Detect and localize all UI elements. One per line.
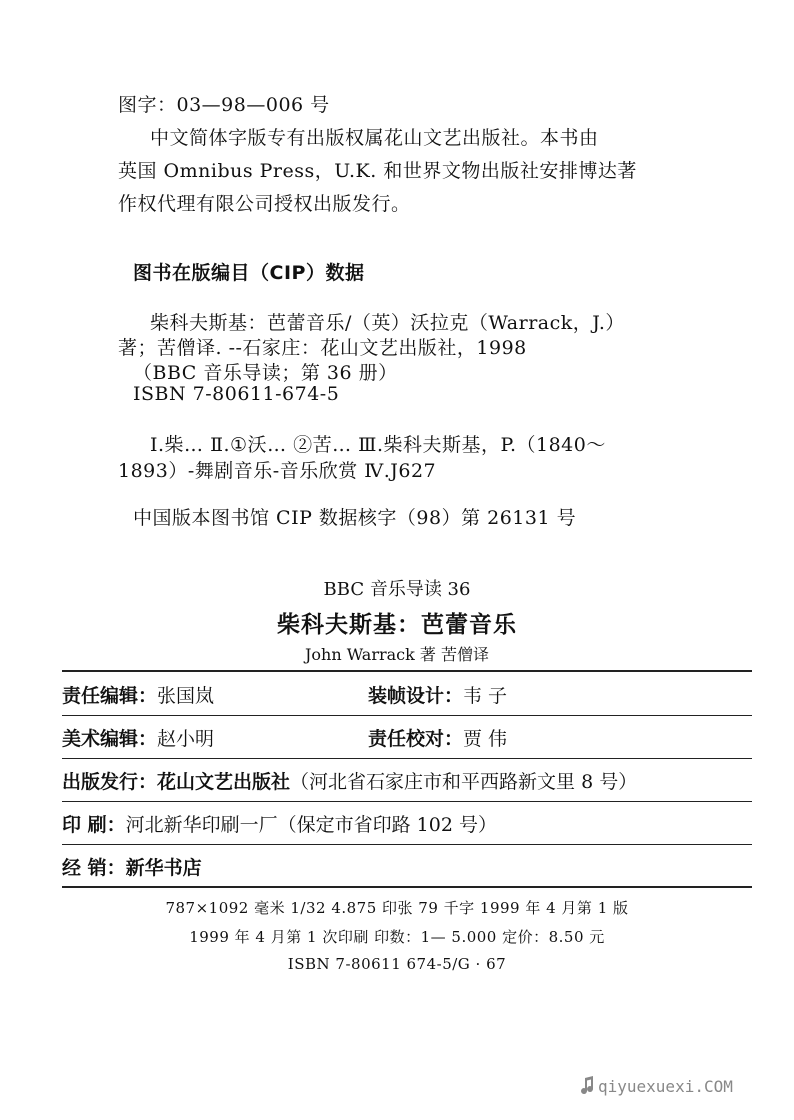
spec-line-3: ISBN 7-80611 674-5/G · 67 xyxy=(287,955,507,973)
credit-distributor xyxy=(62,853,202,880)
watermark-text: qiyuexuexi.COM xyxy=(598,1076,733,1096)
art-label: 美术编辑： xyxy=(62,728,158,750)
divider xyxy=(62,801,752,802)
book-title: 柴科夫斯基：芭蕾音乐 xyxy=(277,612,517,638)
publisher-address: （河北省石家庄市和平西路新文里 8 号） xyxy=(290,771,638,793)
divider xyxy=(62,886,752,888)
credit-publisher xyxy=(62,767,637,794)
dist-label: 经 销： xyxy=(62,857,126,879)
spec-line-1: 787×1092 毫米 1/32 4.875 印张 79 千字 1999 年 4 月第 1 版 xyxy=(165,899,629,917)
dist-value: 新华书店 xyxy=(125,857,202,879)
printer-value: 河北新华印刷一厂（保定市省印路 102 号） xyxy=(125,814,497,836)
publisher-label: 出版发行： xyxy=(62,771,158,793)
art-value: 赵小明 xyxy=(157,728,215,750)
cip-subject-1: Ⅰ.柴… Ⅱ.①沃… ②苦… Ⅲ.柴科夫斯基，P.（1840～ xyxy=(150,434,606,456)
divider xyxy=(62,715,752,716)
printer-label: 印 刷： xyxy=(62,814,126,836)
cip-subject-2: 1893）-舞剧音乐-音乐欣赏 Ⅳ.J627 xyxy=(118,460,437,482)
binding-value: 韦 子 xyxy=(463,685,508,707)
credit-printer xyxy=(62,810,497,837)
copyright-registration: 图字：03—98—006 号 xyxy=(118,94,330,116)
publisher-name: 花山文艺出版社 xyxy=(157,771,291,793)
series-line: BBC 音乐导读 36 xyxy=(323,579,471,600)
editor-value: 张国岚 xyxy=(157,685,215,707)
credit-binding xyxy=(368,681,507,708)
cip-verify: 中国版本图书馆 CIP 数据核字（98）第 26131 号 xyxy=(133,507,577,529)
divider xyxy=(62,844,752,845)
credit-proof xyxy=(368,724,507,751)
copyright-line-1: 中文简体字版专有出版权属花山文艺出版社。本书由 xyxy=(150,127,599,149)
cip-line-1: 柴科夫斯基：芭蕾音乐/（英）沃拉克（Warrack，J.） xyxy=(150,312,625,334)
book-authors: John Warrack 著 苦僧译 xyxy=(304,645,489,664)
cip-line-3: （BBC 音乐导读；第 36 册） xyxy=(133,362,398,384)
binding-label: 装帧设计： xyxy=(368,685,464,707)
proof-label: 责任校对： xyxy=(368,728,464,750)
cip-heading: 图书在版编目（CIP）数据 xyxy=(133,262,365,284)
watermark xyxy=(578,1076,733,1096)
spec-line-2: 1999 年 4 月第 1 次印刷 印数：1— 5.000 定价：8.50 元 xyxy=(189,928,605,946)
copyright-line-3: 作权代理有限公司授权出版发行。 xyxy=(118,193,411,215)
cip-line-4: ISBN 7-80611-674-5 xyxy=(133,383,340,405)
editor-label: 责任编辑： xyxy=(62,685,158,707)
credit-editor xyxy=(62,681,214,708)
copyright-line-2: 英国 Omnibus Press，U.K. 和世界文物出版社安排博达著 xyxy=(118,160,637,182)
divider xyxy=(62,670,752,672)
divider xyxy=(62,758,752,759)
credit-art xyxy=(62,724,214,751)
proof-value: 贾 伟 xyxy=(463,728,508,750)
cip-line-2: 著；苦僧译. --石家庄：花山文艺出版社，1998 xyxy=(118,337,527,359)
music-note-icon xyxy=(578,1076,596,1096)
